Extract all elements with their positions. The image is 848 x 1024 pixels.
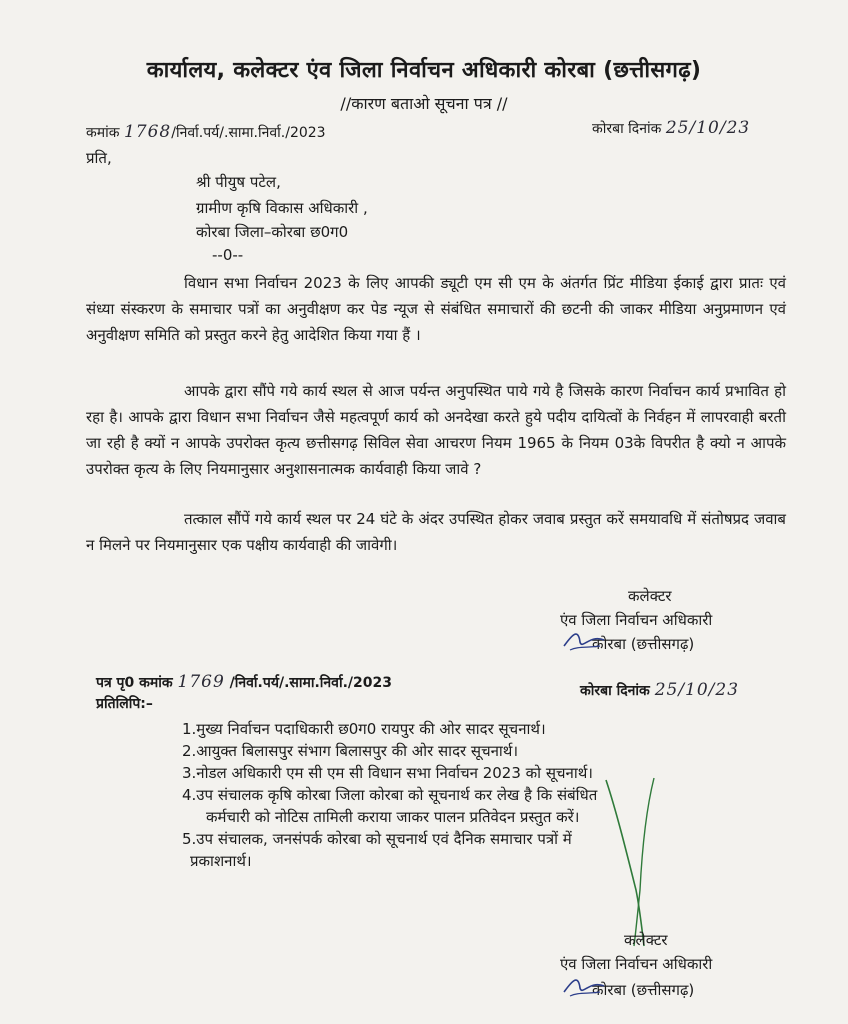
body-paragraph-1: विधान सभा निर्वाचन 2023 के लिए आपकी ड्यूटी एम सी एम के अंतर्गत प्रिंट मीडिया ईकाई द्वारा प्रातः एवं संध्या संस्करण के समाचार पत्रों का अनुवीक्षण कर पेड न्यूज से संबंधित समाचारों की छटनी की जाकर मीडिया अनुप्रमाणन एवं अनुवीक्षण समिति को प्रस्तुत करने हेतु आदेशित किया गया हैं । — [86, 274, 786, 344]
reference-suffix: /निर्वा.पर्य/.सामा.निर्वा./2023 — [171, 125, 326, 141]
date-label: कोरबा दिनांक — [592, 121, 662, 137]
copy-label: प्रतिलिपि:– — [96, 696, 153, 712]
recipient-name: श्री पीयुष पटेल, — [196, 173, 281, 191]
signature-2-designation: एंव जिला निर्वाचन अधिकारी — [560, 955, 713, 973]
recipient-place: कोरबा जिला–कोरबा छ0ग0 — [196, 223, 349, 241]
body-paragraph-2: आपके द्वारा सौंपे गये कार्य स्थल से आज पर्यन्त अनुपस्थित पाये गये है जिसके कारण निर्वाचन कार्य प्रभावित हो रहा है। आपके द्वारा विधान सभा निर्वाचन जैसे महत्वपूर्ण कार्य को अनदेखा करते हुये पदीय दायित्वों के निर्वहन में लापरवाही बरती जा रही है क्यों न आपके उपरोक्त कृत्य छत्तीसगढ़ सिविल सेवा आचरण नियम 1965 के नियम 03के विपरीत है क्यो न आपके उपरोक्त कृत्य के लिए नियमानुसार अनुशासनात्मक कार्यवाही किया जावे ? — [86, 382, 786, 478]
reference-prefix: कमांक — [86, 125, 120, 141]
copy-list-item-continuation: प्रकाशनार्थ। — [190, 852, 252, 870]
copy-list-item-line: 2.आयुक्त बिलासपुर संभाग बिलासपुर की ओर सादर सूचनार्थ। — [182, 742, 519, 760]
copy-reference-date — [580, 680, 739, 700]
copy-reference-suffix: /निर्वा.पर्य/.सामा.निर्वा./2023 — [229, 675, 392, 691]
signature-2-place: कोरबा (छत्तीसगढ़) — [592, 981, 695, 999]
separator: --0-- — [212, 246, 244, 264]
signature-scribble-icon — [560, 616, 610, 656]
signature-designation: एंव जिला निर्वाचन अधिकारी — [560, 611, 713, 629]
copy-date-value: 25/10/23 — [654, 680, 740, 700]
body-paragraph-3: तत्काल सौंपें गये कार्य स्थल पर 24 घंटे के अंदर उपस्थित होकर जवाब प्रस्तुत करें समयावधि में संतोषप्रद जवाब न मिलने पर नियमानुसार एक पक्षीय कार्यवाही की जावेगी। — [86, 510, 786, 554]
copy-list-item — [182, 740, 742, 762]
date-value: 25/10/23 — [665, 118, 751, 138]
signature-2-title: कलेक्टर — [624, 931, 668, 949]
signature-2-scribble-icon — [560, 962, 610, 1002]
office-title: कार्यालय, कलेक्टर एंव जिला निर्वाचन अधिकारी कोरबा (छत्तीसगढ़) — [146, 58, 702, 83]
notice-subtitle: //कारण बताओ सूचना पत्र // — [340, 94, 508, 113]
reference-date — [592, 118, 750, 138]
reference-number: 1768 — [123, 122, 172, 142]
copy-list-item — [182, 718, 742, 740]
signature-title: कलेक्टर — [628, 587, 672, 605]
copy-reference-prefix: पत्र पृ0 कमांक — [96, 675, 173, 691]
prati-label: प्रति, — [86, 149, 112, 167]
copy-list-item-line: 3.नोडल अधिकारी एम सी एम सी विधान सभा निर्वाचन 2023 को सूचनार्थ। — [182, 764, 593, 782]
copy-reference-number: 1769 — [177, 672, 225, 692]
copy-list-item-continuation: कर्मचारी को नोटिस तामिली कराया जाकर पालन प्रतिवेदन प्रस्तुत करें। — [206, 808, 580, 826]
copy-reference-line — [96, 672, 392, 692]
reference-line — [86, 122, 326, 142]
copy-list-item-line: 5.उप संचालक, जनसंपर्क कोरबा को सूचनार्थ एवं दैनिक समाचार पत्रों में — [182, 830, 572, 848]
pen-mark-icon — [596, 770, 696, 950]
signature-place: कोरबा (छत्तीसगढ़) — [592, 635, 695, 653]
copy-list-item-line: 4.उप संचालक कृषि कोरबा जिला कोरबा को सूचनार्थ कर लेख है कि संबंधित — [182, 786, 598, 804]
copy-list-item-line: 1.मुख्य निर्वाचन पदाधिकारी छ0ग0 रायपुर की ओर सादर सूचनार्थ। — [182, 720, 546, 738]
copy-date-label: कोरबा दिनांक — [580, 683, 650, 699]
recipient-designation: ग्रामीण कृषि विकास अधिकारी , — [196, 199, 368, 217]
